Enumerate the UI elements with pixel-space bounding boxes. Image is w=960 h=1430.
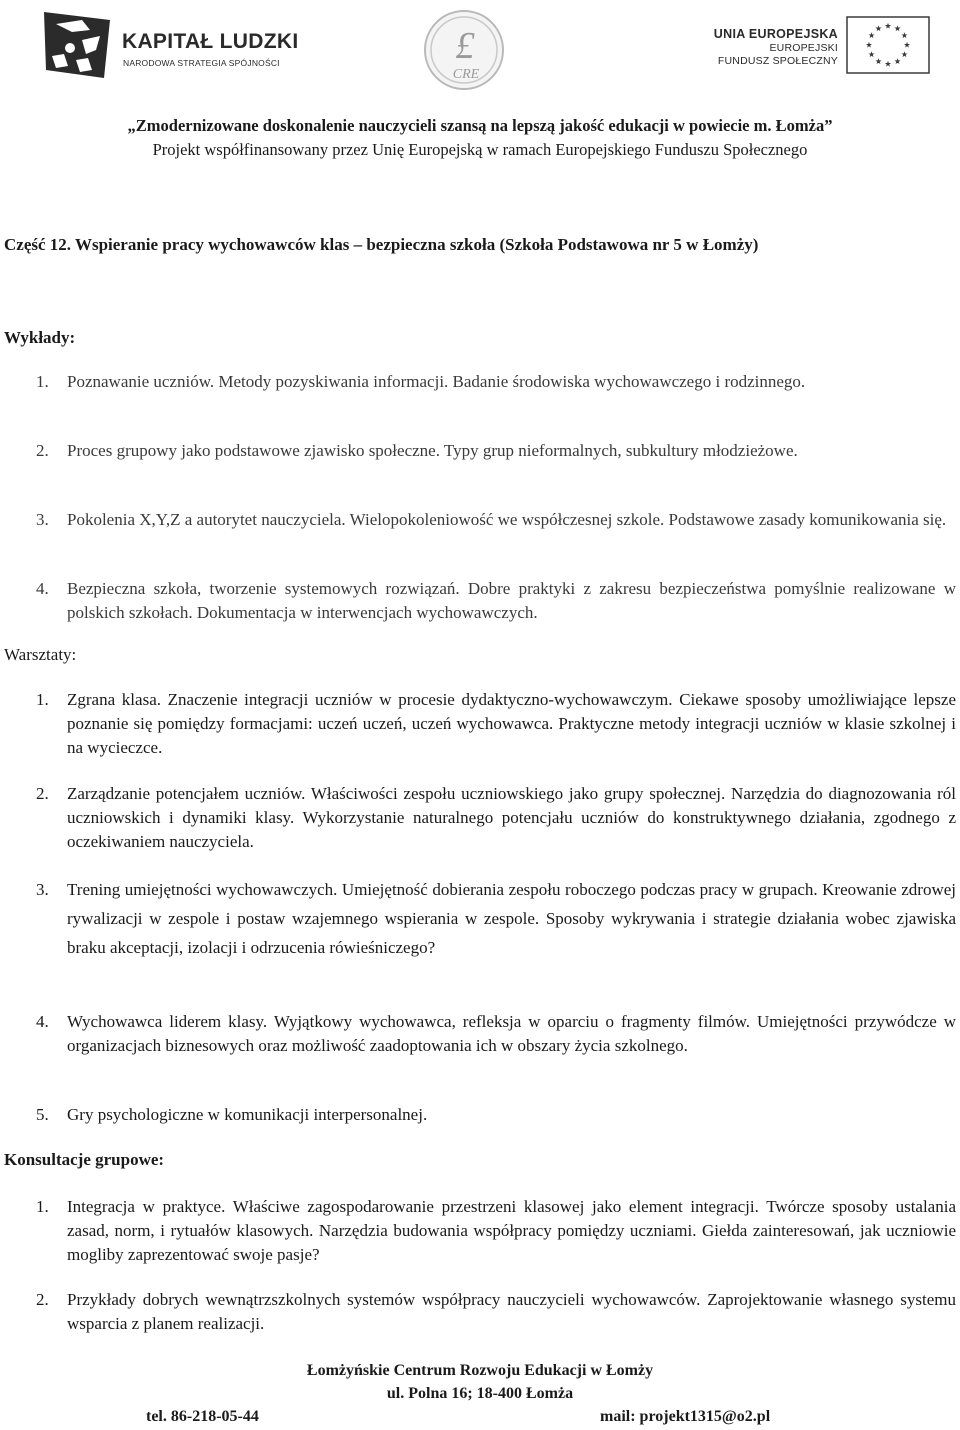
cre-logo (423, 8, 505, 92)
ue-line3: FUNDUSZ SPOŁECZNY (717, 55, 838, 67)
workshop-text: Trening umiejętności wychowawczych. Umiejętność dobierania zespołu roboczego podczas pracy w grupach. Kreowanie zdrowej rywalizacji w zespole i postaw wzajemnego wspierania w zespole. Sposoby wykrywania i strategie działania wobec zjawiska braku akceptacji, izolacji i odrzucenia rówieśniczego? (67, 880, 956, 957)
ue-text (714, 27, 838, 68)
lecture-number: 3. (36, 510, 49, 529)
lecture-number: 1. (36, 372, 49, 391)
lectures-heading: Wykłady: (4, 328, 76, 347)
workshop-text: Zgrana klasa. Znaczenie integracji uczniów w procesie dydaktyczno-wychowawczym. Ciekawe sposoby umożliwiające lepsze poznanie się pomiędzy formacjami: uczeń uczeń, uczeń wychowawca. Praktyczne metody integracji uczniów w klasie szkolnej i na wycieczce. (67, 690, 956, 757)
workshop-text: Gry psychologiczne w komunikacji interpersonalnej. (67, 1105, 428, 1124)
footer-org: Łomżyńskie Centrum Rozwoju Edukacji w Łomży (306, 1362, 654, 1379)
consultation-text: Przykłady dobrych wewnątrzszkolnych systemów współpracy nauczycieli wychowawców. Zaprojektowanie własnego systemu wsparcia z planem realizacji. (67, 1290, 956, 1333)
kapital-ludzki-emblem-icon (42, 10, 112, 80)
ue-line2: EUROPEJSKI (769, 42, 838, 54)
ue-line1: UNIA EUROPEJSKA (713, 27, 838, 41)
workshop-number: 3. (36, 880, 49, 899)
lecture-item (36, 439, 956, 463)
kapital-ludzki-subtitle: NARODOWA STRATEGIA SPÓJNOŚCI (123, 58, 280, 68)
workshop-number: 2. (36, 784, 49, 803)
consultation-number: 1. (36, 1197, 49, 1216)
lecture-item (36, 370, 956, 394)
eu-flag-icon (846, 16, 930, 74)
consultation-number: 2. (36, 1290, 49, 1309)
consultation-item (36, 1195, 956, 1267)
lecture-text: Poznawanie uczniów. Metody pozyskiwania informacji. Badanie środowiska wychowawczego i rodzinnego. (67, 372, 806, 391)
lecture-item (36, 508, 956, 532)
lecture-number: 2. (36, 441, 49, 460)
workshop-item (36, 875, 956, 962)
workshop-item (36, 688, 956, 760)
project-title: „Zmodernizowane doskonalenie nauczycieli szansą na lepszą jakość edukacji w powiecie m. Łomża” (127, 116, 833, 135)
lecture-number: 4. (36, 579, 49, 598)
kapital-ludzki-logo (42, 10, 299, 80)
lecture-text: Bezpieczna szkoła, tworzenie systemowych rozwiązań. Dobre praktyki z zakresu bezpieczeństwa pomyślnie realizowane w polskich szkołach. Dokumentacja w interwencjach wychowawczych. (67, 579, 956, 622)
workshop-number: 4. (36, 1012, 49, 1031)
consultations-heading: Konsultacje grupowe: (4, 1150, 165, 1169)
ue-logo (700, 12, 930, 82)
project-funding: Projekt współfinansowany przez Unię Europejską w ramach Europejskiego Funduszu Społecznego (152, 140, 808, 159)
cre-logo-letter: £ (455, 25, 475, 67)
footer-phone: tel. 86-218-05-44 (146, 1408, 259, 1425)
footer-address: ul. Polna 16; 18-400 Łomża (386, 1385, 574, 1402)
workshop-number: 1. (36, 690, 49, 709)
consultation-item (36, 1288, 956, 1336)
lecture-text: Proces grupowy jako podstawowe zjawisko społeczne. Typy grup nieformalnych, subkultury młodzieżowe. (67, 441, 798, 460)
footer-email: mail: projekt1315@o2.pl (600, 1408, 771, 1425)
workshop-item (36, 782, 956, 854)
workshop-text: Zarządzanie potencjałem uczniów. Właściwości zespołu uczniowskiego jako grupy społecznej. Narzędzia do diagnozowania ról uczniowskich i dynamiki klasy. Wykorzystanie naturalnego potencjału uczniów do konstruktywnego działania, zgodnego z oczekiwaniem nauczyciela. (67, 784, 956, 851)
part-title: Część 12. Wspieranie pracy wychowawców klas – bezpieczna szkoła (Szkoła Podstawowa nr 5 w Łomży) (4, 235, 759, 254)
workshop-number: 5. (36, 1105, 49, 1124)
kapital-ludzki-title: KAPITAŁ LUDZKI (122, 30, 299, 53)
workshops-heading: Warsztaty: (4, 645, 77, 664)
workshop-item (36, 1103, 956, 1127)
workshop-text: Wychowawca liderem klasy. Wyjątkowy wychowawca, refleksja w oparciu o fragmenty filmów. Umiejętności przywódcze w organizacjach biznesowych oraz możliwość zaadoptowania ich w obszary życia szkolnego. (67, 1012, 956, 1055)
workshop-item (36, 1010, 956, 1058)
header-logos (0, 0, 960, 105)
lecture-item (36, 577, 956, 625)
consultation-text: Integracja w praktyce. Właściwe zagospodarowanie przestrzeni klasowej jako element integracji. Twórcze sposoby ustalania zasad, norm, i rytuałów klasowych. Narzędzia budowania współpracy pomiędzy uczniami. Giełda zainteresowań, jak uczniowie mogliby zaprezentować swoje pasje? (67, 1197, 956, 1264)
cre-logo-text: CRE (452, 67, 480, 82)
lecture-text: Pokolenia X,Y,Z a autorytet nauczyciela. Wielopokoleniowość we współczesnej szkole. Podstawowe zasady komunikowania się. (67, 510, 947, 529)
